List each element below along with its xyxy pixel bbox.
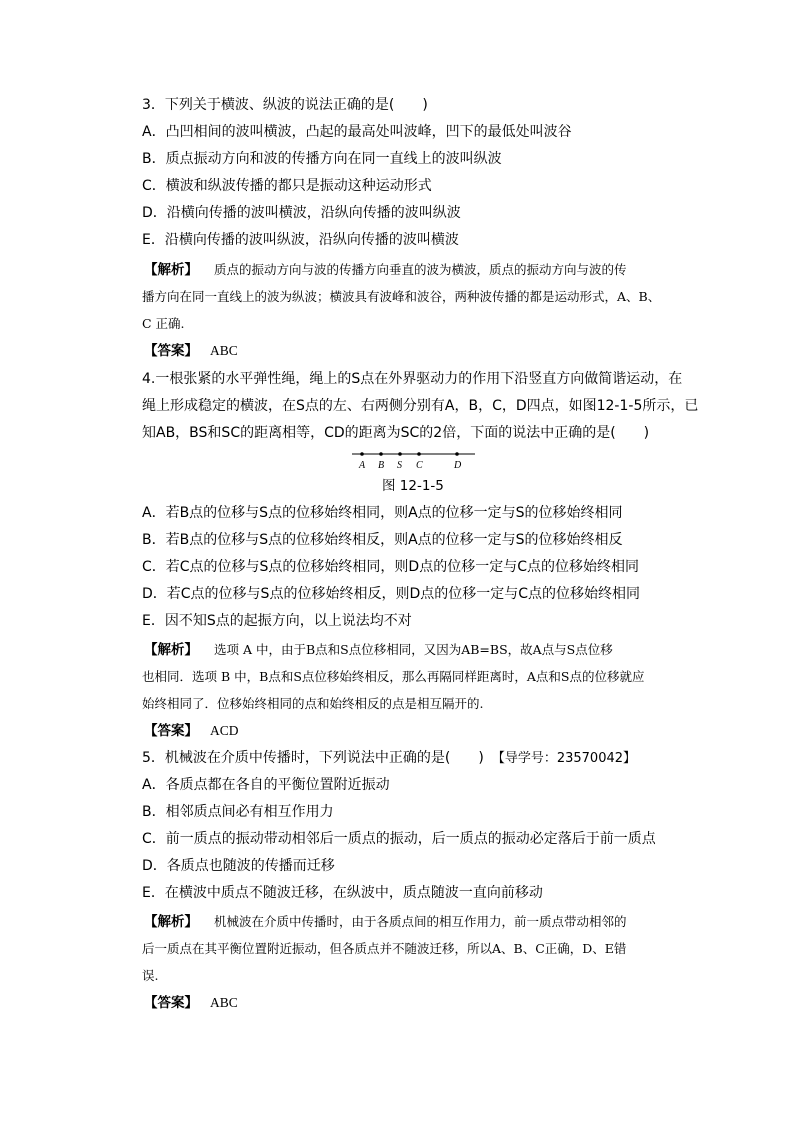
q4-stem-line-2: 绳上形成稳定的横波，在S点的左、右两侧分别有A，B，C，D四点，如图12-1-5所示，已 bbox=[142, 398, 699, 414]
q4-option-d: D．若C点的位移与S点的位移始终相反，则D点的位移一定与C点的位移始终相同 bbox=[142, 586, 640, 602]
q5-explanation-line-2: 后一质点在其平衡位置附近振动，但各质点并不随波迁移，所以A、B、C正确，D、E错 bbox=[142, 941, 627, 956]
q5-option-d: D．各质点也随波的传播而迁移 bbox=[142, 858, 335, 874]
point-b-dot bbox=[379, 452, 383, 456]
q4-answer bbox=[144, 720, 704, 742]
q4-stem-line-1: 4.一根张紧的水平弹性绳，绳上的S点在外界驱动力的作用下沿竖直方向做简谐运动，在 bbox=[142, 371, 683, 387]
point-s-label: S bbox=[397, 460, 402, 471]
q4-explanation-line-2: 也相同．选项 B 中，B点和S点位移始终相反，那么再隔同样距离时，A点和S点的位移就应 bbox=[142, 669, 645, 684]
q3-answer-value: ABC bbox=[210, 343, 238, 358]
point-a-dot bbox=[360, 452, 364, 456]
q3-explanation-line-1 bbox=[144, 259, 684, 281]
q5-explanation-text-1: 机械波在介质中传播时，由于各质点间的相互作用力，前一质点带动相邻的 bbox=[213, 914, 627, 929]
q3-explanation-line-3: C 正确. bbox=[142, 316, 185, 331]
q3-stem: 3．下列关于横波、纵波的说法正确的是( ) bbox=[142, 97, 428, 113]
q4-answer-value: ACD bbox=[210, 723, 239, 738]
q5-explanation-tag: 【解析】 bbox=[144, 914, 198, 930]
q4-option-e: E．因不知S点的起振方向，以上说法均不对 bbox=[142, 613, 412, 629]
q4-option-a: A．若B点的位移与S点的位移始终相同，则A点的位移一定与S的位移始终相同 bbox=[142, 505, 623, 521]
q3-option-d: D．沿横向传播的波叫横波，沿纵向传播的波叫纵波 bbox=[142, 205, 461, 221]
q3-explanation-text-1: 质点的振动方向与波的传播方向垂直的波为横波，质点的振动方向与波的传 bbox=[213, 262, 627, 277]
point-d-label: D bbox=[454, 460, 462, 471]
q5-option-e: E．在横波中质点不随波迁移，在纵波中，质点随波一直向前移动 bbox=[142, 885, 543, 901]
q3-option-c: C．横波和纵波传播的都只是振动这种运动形式 bbox=[142, 178, 432, 194]
q3-option-b: B．质点振动方向和波的传播方向在同一直线上的波叫纵波 bbox=[142, 151, 502, 167]
q5-answer bbox=[144, 992, 704, 1014]
point-a-label: A bbox=[359, 460, 366, 471]
q5-explanation-line-3: 误. bbox=[142, 968, 159, 983]
q5-option-b: B．相邻质点间必有相互作用力 bbox=[142, 804, 334, 820]
q4-answer-tag: 【答案】 bbox=[144, 723, 198, 739]
q3-option-a: A．凸凹相间的波叫横波，凸起的最高处叫波峰，凹下的最低处叫波谷 bbox=[142, 124, 572, 140]
q4-stem-line-3: 知AB，BS和SC的距离相等，CD的距离为SC的2倍，下面的说法中正确的是( ) bbox=[142, 425, 650, 441]
rope-figure bbox=[350, 448, 480, 478]
q4-explanation-line-1 bbox=[144, 639, 684, 661]
q5-explanation-line-1 bbox=[144, 911, 684, 933]
q5-stem-line bbox=[142, 747, 702, 770]
q3-explanation-line-2: 播方向在同一直线上的波为纵波；横波具有波峰和波谷，两种波传播的都是运动形式，A、B、 bbox=[142, 289, 661, 304]
point-c-label: C bbox=[416, 460, 423, 471]
q5-guide-number: 【导学号：23570042】 bbox=[491, 751, 637, 766]
q5-option-c: C．前一质点的振动带动相邻后一质点的振动，后一质点的振动必定落后于前一质点 bbox=[142, 831, 656, 847]
q4-explanation-text-1: 选项 A 中，由于B点和S点位移相同，又因为AB=BS，故A点与S点位移 bbox=[213, 642, 613, 657]
q4-option-c: C．若C点的位移与S点的位移始终相同，则D点的位移一定与C点的位移始终相同 bbox=[142, 559, 639, 575]
q5-answer-tag: 【答案】 bbox=[144, 995, 198, 1011]
q5-stem: 5．机械波在介质中传播时，下列说法中正确的是( ) bbox=[142, 750, 484, 766]
point-c-dot bbox=[417, 452, 421, 456]
q4-explanation-tag: 【解析】 bbox=[144, 642, 198, 658]
q3-answer-tag: 【答案】 bbox=[144, 343, 198, 359]
q4-explanation-line-3: 始终相同了．位移始终相同的点和始终相反的点是相互隔开的. bbox=[142, 696, 484, 711]
q4-option-b: B．若B点的位移与S点的位移始终相反，则A点的位移一定与S的位移始终相反 bbox=[142, 532, 623, 548]
q5-answer-value: ABC bbox=[210, 995, 238, 1010]
q3-option-e: E．沿横向传播的波叫纵波，沿纵向传播的波叫横波 bbox=[142, 232, 459, 248]
q3-answer bbox=[144, 340, 704, 362]
figure-caption: 图 12-1-5 bbox=[382, 478, 444, 494]
point-s-dot bbox=[398, 452, 402, 456]
point-b-label: B bbox=[378, 460, 385, 471]
q3-explanation-tag: 【解析】 bbox=[144, 262, 198, 278]
point-d-dot bbox=[455, 452, 459, 456]
q5-option-a: A．各质点都在各自的平衡位置附近振动 bbox=[142, 777, 390, 793]
